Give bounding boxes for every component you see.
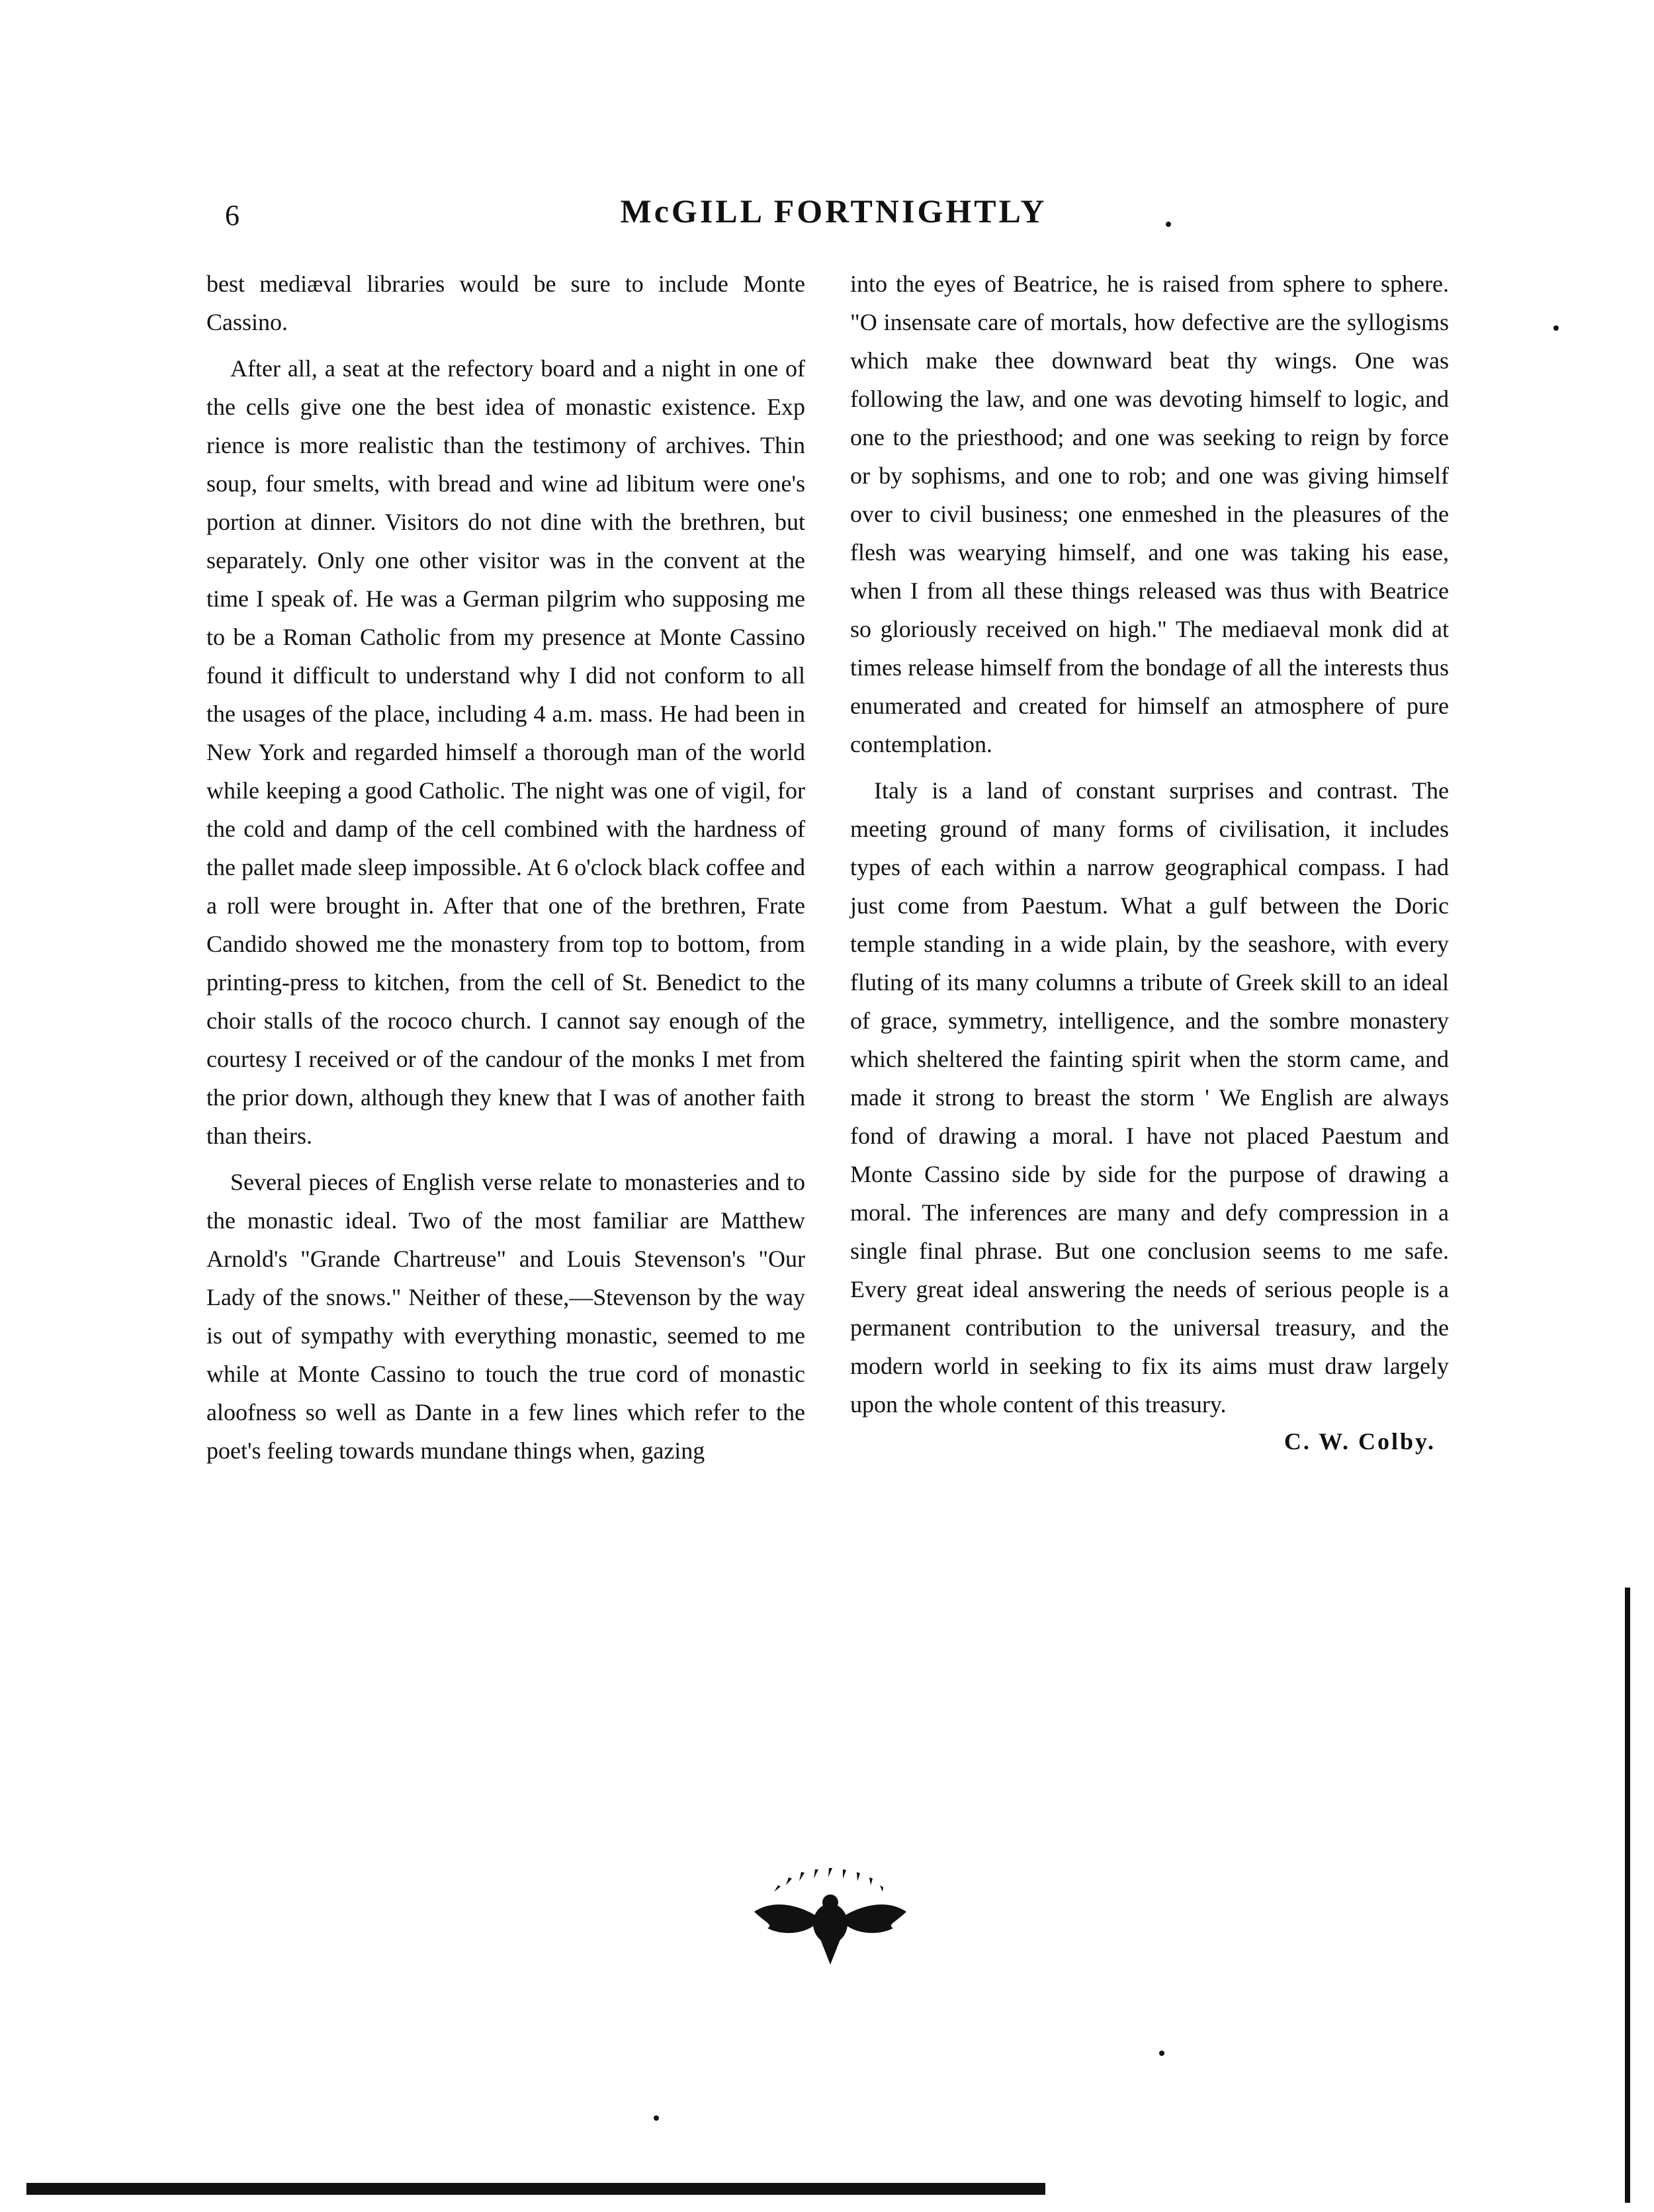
- ink-speck: [1553, 325, 1559, 331]
- paragraph: best mediæval libraries would be sure to include Monte Cassino.: [206, 271, 805, 335]
- ink-speck: [1159, 2051, 1164, 2056]
- ink-speck: [1166, 222, 1171, 227]
- paragraph: Italy is a land of constant surprises and contrast. The meeting ground of many forms of civilisation, it includes types of each within a narrow geographical compass. I had just come from Paestum. What a gulf between the Doric temple standing in a wide plain, by the seashore, with every fluting of its many columns a tribute of Greek skill to an ideal of grace, symmetry, intelligence, and the sombre monastery which sheltered the fainting spirit when the storm came, and made it strong to breast the storm ' We English are always fond of drawing a moral. I have not placed Paestum and Monte Cassino side by side for the purpose of drawing a moral. The inferences are many and defy compression in a single final phrase. But one conclusion seems to me safe. Every great ideal answering the needs of serious people is a permanent contribution to the universal treasury, and the modern world in seeking to fix its aims must draw largely upon the whole content of this treasury.: [850, 777, 1449, 1418]
- author-signature: C. W. Colby.: [1284, 1428, 1436, 1455]
- paragraph: into the eyes of Beatrice, he is raised from sphere to sphere. "O insensate care of mortals, how defective are the syllogisms which make thee downward beat thy wings. One was following the law, and one was devoting himself to logic, and one to the priesthood; and one was seeking to reign by force or by sophisms, and one to rob; and one was giving himself over to civil business; one enmeshed in the pleasures of the flesh was wearying himself, and one was taking his ease, when I from all these things released was thus with Beatrice so gloriously received on high." The mediaeval monk did at times release himself from the bondage of all the interests thus enumerated and created for himself an atmosphere of pure contemplation.: [850, 271, 1449, 757]
- right-column: [850, 265, 1449, 1455]
- paragraph: After all, a seat at the refectory board and a night in one of the cells give one the best idea of monastic existence. Exp rience is more realistic than the testimony of archives. Thin soup, four smelts, with bread and wine ad libitum were one's portion at dinner. Visitors do not dine with the brethren, but separately. Only one other visitor was in the convent at the time I speak of. He was a German pilgrim who supposing me to be a Roman Catholic from my presence at Monte Cassino found it difficult to understand why I did not conform to all the usages of the place, including 4 a.m. mass. He had been in New York and regarded himself a thorough man of the world while keeping a good Catholic. The night was one of vigil, for the cold and damp of the cell combined with the hardness of the pallet made sleep impossible. At 6 o'clock black coffee and a roll were brought in. After that one of the brethren, Frate Candido showed me the monastery from top to bottom, from printing-press to kitchen, from the cell of St. Benedict to the choir stalls of the rococo church. I cannot say enough of the courtesy I received or of the candour of the monks I met from the prior down, although they knew that I was of another faith than theirs.: [206, 355, 805, 1149]
- page-number: 6: [225, 199, 239, 232]
- scan-edge-mark: [1625, 1588, 1630, 2203]
- ink-speck: [654, 2115, 659, 2121]
- running-title: McGILL FORTNIGHTLY: [620, 192, 1047, 230]
- bottom-rule: [26, 2183, 1045, 2195]
- eagle-ornament-icon: [748, 1865, 913, 1971]
- left-column: [206, 265, 805, 1470]
- paragraph: Several pieces of English verse relate to monasteries and to the monastic ideal. Two of the most familiar are Matthew Arnold's "Grande Chartreuse" and Louis Stevenson's "Our Lady of the snows." Neither of these,—Stevenson by the way is out of sympathy with everything monastic, seemed to me while at Monte Cassino to touch the true cord of monastic aloofness so well as Dante in a few lines which refer to the poet's feeling towards mundane things when, gazing: [206, 1169, 805, 1464]
